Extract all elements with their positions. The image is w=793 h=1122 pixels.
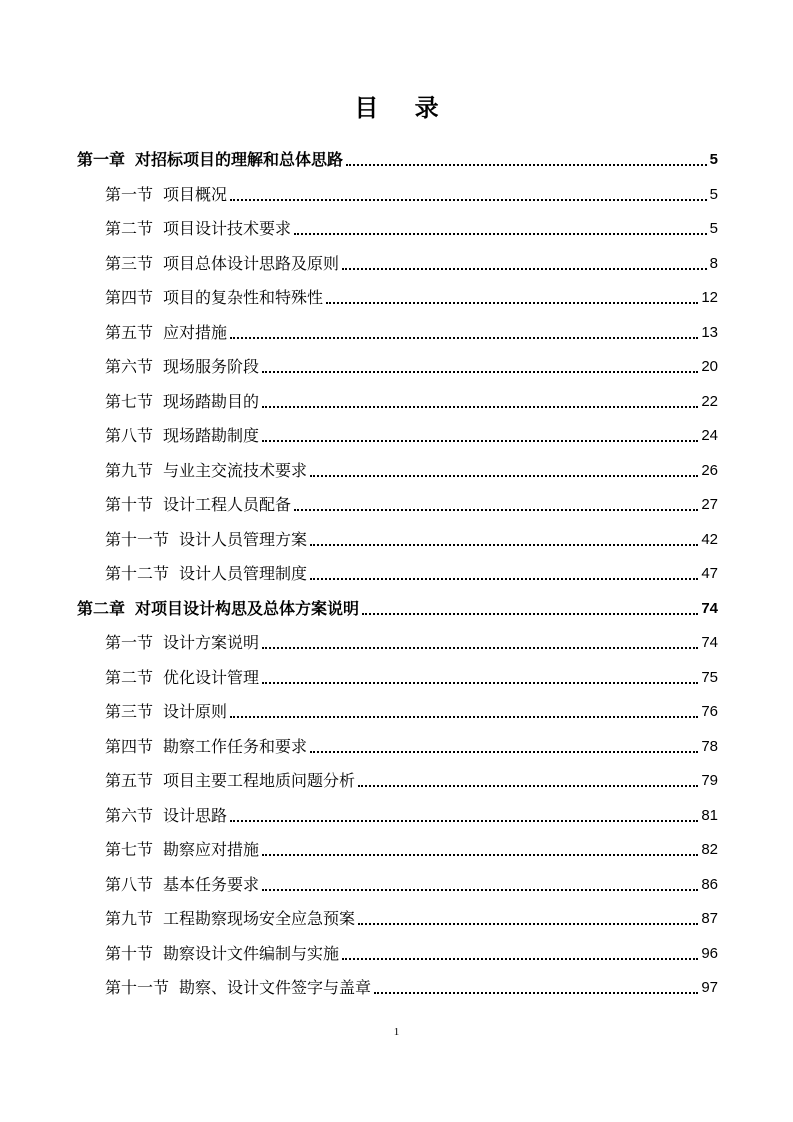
- toc-entry-number: 第六节: [105, 357, 154, 376]
- toc-section-entry[interactable]: [105, 559, 718, 585]
- toc-entry-number: 第十一节: [105, 529, 170, 549]
- toc-section-entry[interactable]: [105, 456, 718, 482]
- toc-entry-title: 设计思路: [163, 805, 228, 825]
- toc-entry-number: 第二节: [105, 667, 154, 687]
- toc-dot-leader: [342, 958, 698, 960]
- toc-dot-leader: [310, 751, 698, 753]
- toc-entry-title: 应对措施: [163, 322, 228, 342]
- toc-section-entry[interactable]: [105, 870, 718, 896]
- toc-chapter-entry[interactable]: [77, 594, 718, 620]
- toc-entry-title: 现场踏勘目的: [163, 391, 260, 411]
- toc-entry-label: [77, 149, 345, 171]
- toc-section-entry[interactable]: [105, 628, 718, 654]
- toc-entry-page: 75: [701, 668, 718, 686]
- toc-entry-page: 5: [709, 185, 718, 203]
- toc-entry-label: [105, 874, 261, 896]
- toc-entry-label: [77, 598, 361, 620]
- toc-dot-leader: [362, 613, 698, 615]
- toc-entry-number: 第七节: [105, 840, 154, 859]
- toc-section-entry[interactable]: [105, 525, 718, 551]
- toc-entry-title: 优化设计管理: [163, 667, 260, 687]
- page-title: 目 录: [354, 93, 453, 122]
- toc-entry-page: 12: [701, 289, 718, 306]
- toc-dot-leader: [310, 544, 698, 546]
- toc-entry-title: 对招标项目的理解和总体思路: [135, 150, 344, 169]
- toc-section-entry[interactable]: [105, 249, 718, 275]
- toc-section-entry[interactable]: [105, 318, 718, 344]
- toc-entry-label: [105, 494, 293, 516]
- page-number: 1: [393, 1026, 400, 1038]
- toc-entry-title: 工程勘察现场安全应急预案: [163, 909, 356, 928]
- toc-entry-page: 22: [701, 392, 718, 410]
- toc-dot-leader: [230, 337, 698, 339]
- toc-dot-leader: [230, 199, 707, 201]
- toc-entry-label: [105, 391, 261, 413]
- toc-entry-label: [105, 425, 261, 447]
- toc-entry-number: 第七节: [105, 391, 154, 411]
- toc-section-entry[interactable]: [105, 904, 718, 930]
- toc-entry-number: 第五节: [105, 322, 154, 342]
- toc-dot-leader: [262, 889, 698, 891]
- toc-entry-title: 设计人员管理方案: [179, 529, 308, 549]
- toc-entry-page: 81: [701, 806, 718, 824]
- toc-entry-page: 97: [701, 979, 718, 996]
- toc-entry-label: [105, 736, 309, 758]
- toc-entry-number: 第十节: [105, 495, 154, 514]
- toc-section-entry[interactable]: [105, 214, 718, 240]
- toc-section-entry[interactable]: [105, 697, 718, 723]
- toc-entry-label: [105, 701, 229, 723]
- toc-section-entry[interactable]: [105, 283, 718, 309]
- toc-section-entry[interactable]: [105, 352, 718, 378]
- toc-entry-title: 勘察应对措施: [163, 840, 260, 859]
- toc-entry-page: 78: [701, 737, 718, 755]
- toc-section-entry[interactable]: [105, 663, 718, 689]
- toc-entry-label: [105, 632, 261, 654]
- toc-dot-leader: [262, 854, 698, 856]
- toc-dot-leader: [262, 371, 698, 373]
- toc-entry-number: 第九节: [105, 909, 154, 928]
- toc-entry-page: 47: [701, 565, 718, 582]
- toc-entry-page: 74: [701, 634, 718, 651]
- toc-dot-leader: [358, 923, 698, 925]
- toc-entry-label: [105, 356, 261, 378]
- toc-entry-title: 项目总体设计思路及原则: [163, 253, 340, 273]
- toc-entry-page: 74: [701, 599, 718, 617]
- toc-entry-label: [105, 943, 341, 965]
- toc-entry-number: 第一节: [105, 184, 154, 204]
- toc-entry-page: 79: [701, 772, 718, 789]
- toc-section-entry[interactable]: [105, 766, 718, 792]
- toc-entry-number: 第四节: [105, 736, 154, 756]
- toc-entry-page: 27: [701, 496, 718, 513]
- toc-dot-leader: [310, 475, 698, 477]
- toc-entry-label: [105, 908, 357, 930]
- toc-entry-number: 第六节: [105, 805, 154, 825]
- toc-entry-number: 第十节: [105, 943, 154, 963]
- toc-entry-page: 96: [701, 944, 718, 962]
- toc-entry-page: 20: [701, 358, 718, 375]
- toc-entry-number: 第八节: [105, 874, 154, 894]
- toc-entry-label: [105, 322, 229, 344]
- toc-entry-title: 勘察、设计文件签字与盖章: [179, 978, 372, 997]
- toc-entry-number: 第八节: [105, 426, 154, 445]
- toc-entry-title: 勘察工作任务和要求: [163, 736, 308, 756]
- toc-section-entry[interactable]: [105, 939, 718, 965]
- toc-entry-page: 86: [701, 875, 718, 893]
- toc-dot-leader: [230, 820, 698, 822]
- toc-entry-page: 5: [709, 220, 718, 237]
- toc-dot-leader: [326, 302, 698, 304]
- toc-entry-label: [105, 218, 293, 240]
- toc-dot-leader: [342, 268, 707, 270]
- toc-entry-page: 5: [709, 151, 718, 168]
- toc-entry-title: 对项目设计构思及总体方案说明: [135, 598, 360, 618]
- toc-dot-leader: [262, 440, 698, 442]
- toc-dot-leader: [262, 682, 698, 684]
- toc-entry-number: 第五节: [105, 771, 154, 790]
- toc-dot-leader: [374, 992, 698, 994]
- toc-entry-label: [105, 287, 325, 309]
- toc-entry-title: 项目设计技术要求: [163, 219, 292, 238]
- toc-entry-page: 13: [701, 323, 718, 341]
- toc-entry-label: [105, 805, 229, 827]
- toc-entry-title: 设计原则: [163, 702, 228, 721]
- toc-entry-label: [105, 563, 309, 585]
- toc-entry-number: 第一章: [77, 150, 126, 169]
- toc-entry-number: 第一节: [105, 633, 154, 652]
- toc-section-entry[interactable]: [105, 490, 718, 516]
- toc-section-entry[interactable]: [105, 732, 718, 758]
- toc-section-entry[interactable]: [105, 421, 718, 447]
- toc-entry-number: 第十一节: [105, 978, 170, 997]
- toc-entry-title: 勘察设计文件编制与实施: [163, 943, 340, 963]
- toc-dot-leader: [358, 785, 698, 787]
- toc-entry-label: [105, 770, 357, 792]
- toc-entry-title: 与业主交流技术要求: [163, 460, 308, 480]
- toc-entry-page: 42: [701, 530, 718, 548]
- toc-dot-leader: [294, 233, 707, 235]
- toc-dot-leader: [346, 164, 707, 166]
- toc-entry-page: 26: [701, 461, 718, 479]
- toc-entry-title: 设计人员管理制度: [179, 564, 308, 583]
- toc-section-entry[interactable]: [105, 973, 718, 999]
- toc-entry-number: 第二节: [105, 219, 154, 238]
- toc-entry-label: [105, 460, 309, 482]
- toc-entry-title: 项目概况: [163, 184, 228, 204]
- toc-entry-label: [105, 667, 261, 689]
- toc-dot-leader: [310, 578, 698, 580]
- toc-entry-title: 设计工程人员配备: [163, 495, 292, 514]
- toc-chapter-entry[interactable]: [77, 145, 718, 171]
- toc-dot-leader: [262, 406, 698, 408]
- toc-entry-label: [105, 253, 341, 275]
- toc-entry-page: 87: [701, 910, 718, 927]
- toc-entry-number: 第十二节: [105, 564, 170, 583]
- toc-entry-page: 8: [709, 254, 718, 272]
- toc-section-entry[interactable]: [105, 180, 718, 206]
- toc-section-entry[interactable]: [105, 835, 718, 861]
- toc-section-entry[interactable]: [105, 801, 718, 827]
- toc-entry-number: 第二章: [77, 598, 126, 618]
- toc-dot-leader: [230, 716, 698, 718]
- toc-entry-page: 24: [701, 427, 718, 444]
- toc-entry-page: 76: [701, 703, 718, 720]
- toc-entry-page: 82: [701, 841, 718, 858]
- toc-entry-title: 设计方案说明: [163, 633, 260, 652]
- toc-entry-label: [105, 529, 309, 551]
- toc-entry-number: 第九节: [105, 460, 154, 480]
- toc-entry-title: 现场踏勘制度: [163, 426, 260, 445]
- toc-entry-title: 项目的复杂性和特殊性: [163, 288, 324, 307]
- toc-entry-label: [105, 184, 229, 206]
- toc-entry-title: 项目主要工程地质问题分析: [163, 771, 356, 790]
- toc-entry-title: 现场服务阶段: [163, 357, 260, 376]
- toc-entry-number: 第四节: [105, 288, 154, 307]
- toc-entry-number: 第三节: [105, 253, 154, 273]
- toc-section-entry[interactable]: [105, 387, 718, 413]
- toc-dot-leader: [262, 647, 698, 649]
- toc-entry-title: 基本任务要求: [163, 874, 260, 894]
- toc-entry-label: [105, 839, 261, 861]
- toc-dot-leader: [294, 509, 698, 511]
- toc-entry-label: [105, 977, 373, 999]
- toc-entry-number: 第三节: [105, 702, 154, 721]
